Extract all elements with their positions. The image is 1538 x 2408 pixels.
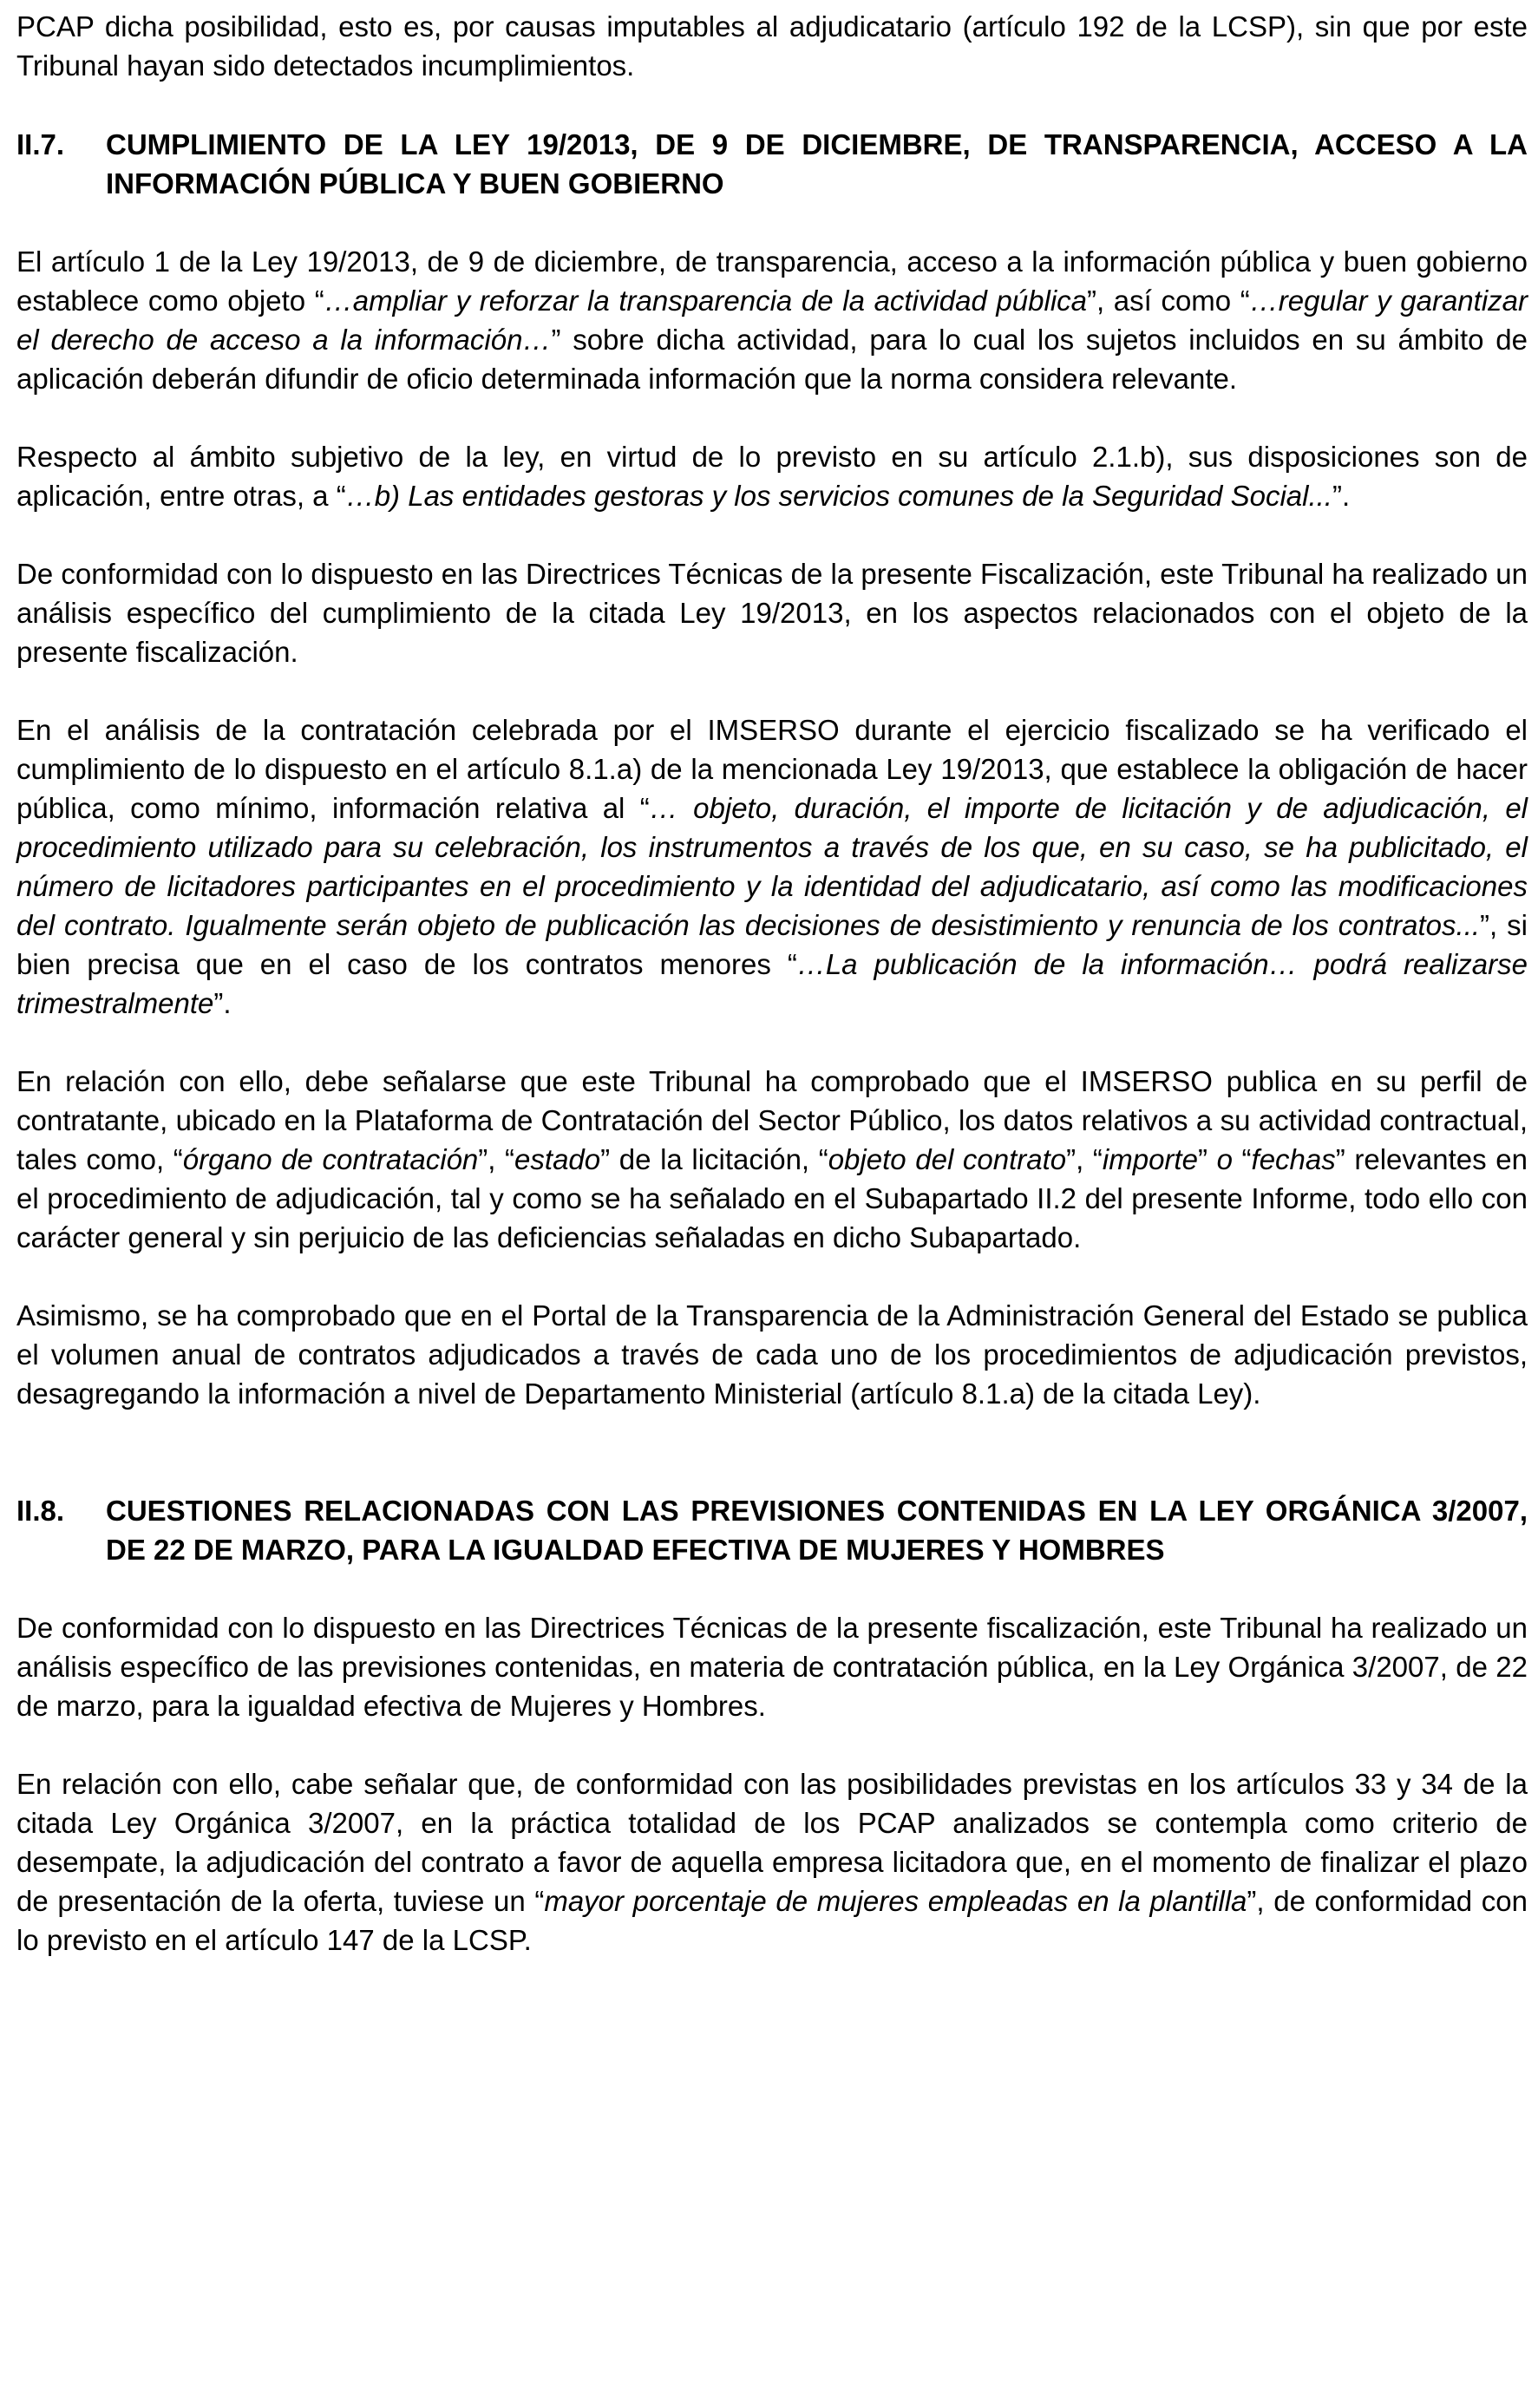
section-number: II.8. <box>16 1495 65 1527</box>
paragraph-portal-transparencia: Asimismo, se ha comprobado que en el Portal de la Transparencia de la Administración General del Estado se publica el volumen anual de contratos adjudicados a través de cada uno de los procedimientos de adjudicación previstos, desagregando la información a nivel de Departamento Ministerial (artículo 8.1.a) de la citada Ley). <box>16 1299 1528 1410</box>
section-heading-ii8 <box>16 1491 1528 1569</box>
quote-text: …La publicación de la información… podrá realizarse trimestralmente <box>16 948 1528 1019</box>
quote-text: mayor porcentaje de mujeres empleadas en la plantilla <box>544 1885 1247 1917</box>
quote-text: …regular y garantizar el derecho de acceso a la información… <box>16 285 1528 356</box>
quote-text: … objeto, duración, el importe de licitación y de adjudicación, el procedimiento utilizado para su celebración, los instrumentos a través de los que, en su caso, se ha publicitado, el número de licitadores participantes en el procedimiento y la identidad del adjudicatario, así como las modificaciones del contrato. Igualmente serán objeto de publicación las decisiones de desistimiento y renuncia de los contratos... <box>16 792 1528 941</box>
section-number: II.7. <box>16 128 65 160</box>
document-page <box>16 7 1528 1960</box>
paragraph-analisis-igualdad: De conformidad con lo dispuesto en las Directrices Técnicas de la presente fiscalización, este Tribunal ha realizado un análisis específico de las previsiones contenidas, en materia de contratación pública, en la Ley Orgánica 3/2007, de 22 de marzo, para la igualdad efectiva de Mujeres y Hombres. <box>16 1612 1528 1722</box>
paragraph-ambito-subjetivo: Respecto al ámbito subjetivo de la ley, en virtud de lo previsto en su artículo 2.1.b), sus disposiciones son de aplicación, entre otras, a “…b) Las entidades gestoras y los servicios comunes de la Seguridad Social...”. <box>16 441 1528 512</box>
paragraph-perfil-contratante: En relación con ello, debe señalarse que este Tribunal ha comprobado que el IMSERSO publica en su perfil de contratante, ubicado en la Plataforma de Contratación del Sector Público, los datos relativos a su actividad contractual, tales como, “órgano de contratación”, “estado” de la licitación, “objeto del contrato”, “importe” o “fechas” relevantes en el procedimiento de adjudicación, tal y como se ha señalado en el Subapartado II.2 del presente Informe, todo ello con carácter general y sin perjuicio de las deficiencias señaladas en dicho Subapartado. <box>16 1065 1528 1253</box>
quote-text: …b) Las entidades gestoras y los servicios comunes de la Seguridad Social... <box>345 480 1332 512</box>
paragraph-analisis-contratacion: En el análisis de la contratación celebrada por el IMSERSO durante el ejercicio fiscalizado se ha verificado el cumplimiento de lo dispuesto en el artículo 8.1.a) de la mencionada Ley 19/2013, que establece la obligación de hacer pública, como mínimo, información relativa al “… objeto, duración, el importe de licitación y de adjudicación, el procedimiento utilizado para su celebración, los instrumentos a través de los que, en su caso, se ha publicitado, el número de licitadores participantes en el procedimiento y la identidad del adjudicatario, así como las modificaciones del contrato. Igualmente serán objeto de publicación las decisiones de desistimiento y renuncia de los contratos...”, si bien precisa que en el caso de los contratos menores “…La publicación de la información… podrá realizarse trimestralmente”. <box>16 714 1528 1019</box>
paragraph-criterio-desempate: En relación con ello, cabe señalar que, de conformidad con las posibilidades previstas en los artículos 33 y 34 de la citada Ley Orgánica 3/2007, en la práctica totalidad de los PCAP analizados se contempla como criterio de desempate, la adjudicación del contrato a favor de aquella empresa licitadora que, en el momento de finalizar el plazo de presentación de la oferta, tuviese un “mayor porcentaje de mujeres empleadas en la plantilla”, de conformidad con lo previsto en el artículo 147 de la LCSP. <box>16 1768 1528 1956</box>
section-title: CUMPLIMIENTO DE LA LEY 19/2013, DE 9 DE DICIEMBRE, DE TRANSPARENCIA, ACCESO A LA INFORMACIÓN PÚBLICA Y BUEN GOBIERNO <box>106 128 1528 200</box>
paragraph-ley-objeto: El artículo 1 de la Ley 19/2013, de 9 de diciembre, de transparencia, acceso a la información pública y buen gobierno establece como objeto “…ampliar y reforzar la transparencia de la actividad pública”, así como “…regular y garantizar el derecho de acceso a la información…” sobre dicha actividad, para lo cual los sujetos incluidos en su ámbito de aplicación deberán difundir de oficio determinada información que la norma considera relevante. <box>16 245 1528 395</box>
paragraph-directrices: De conformidad con lo dispuesto en las Directrices Técnicas de la presente Fiscalización, este Tribunal ha realizado un análisis específico del cumplimiento de la citada Ley 19/2013, en los aspectos relacionados con el objeto de la presente fiscalización. <box>16 558 1528 668</box>
quote-text: …ampliar y reforzar la transparencia de la actividad pública <box>324 285 1088 317</box>
section-title: CUESTIONES RELACIONADAS CON LAS PREVISIONES CONTENIDAS EN LA LEY ORGÁNICA 3/2007, DE 22 DE MARZO, PARA LA IGUALDAD EFECTIVA DE MUJERES Y HOMBRES <box>106 1495 1528 1566</box>
section-heading-ii7 <box>16 125 1528 203</box>
intro-paragraph: PCAP dicha posibilidad, esto es, por causas imputables al adjudicatario (artículo 192 de la LCSP), sin que por este Tribunal hayan sido detectados incumplimientos. <box>16 10 1528 82</box>
